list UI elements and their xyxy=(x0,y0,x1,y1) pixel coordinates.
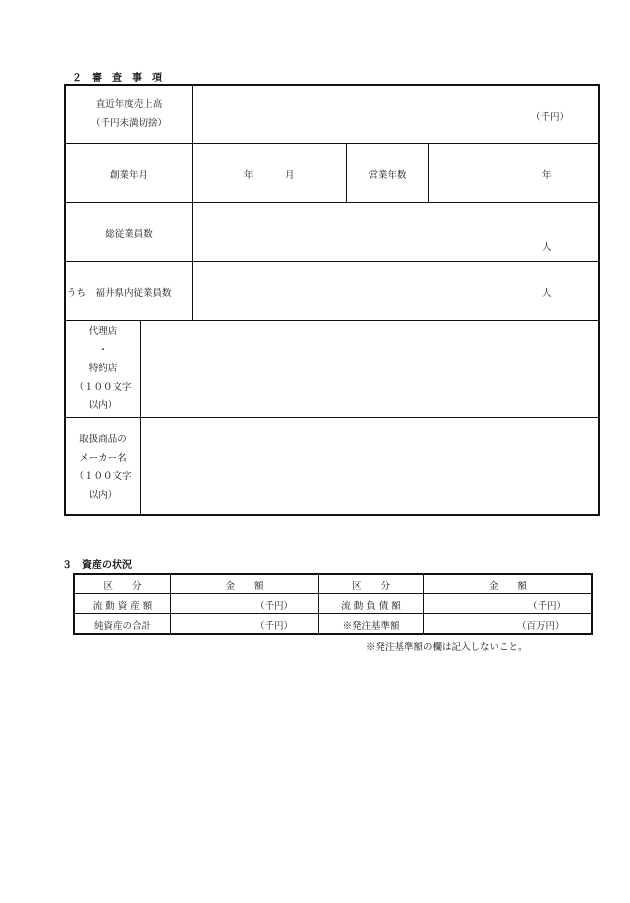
sales-unit: （千円） xyxy=(531,112,570,123)
net-assets-input[interactable] xyxy=(171,615,317,633)
col-category-left: 区 分 xyxy=(103,581,142,592)
sales-label-note: （千円未満切捨） xyxy=(90,118,167,129)
col-amount-left: 金 額 xyxy=(225,581,264,592)
maker-input-cell[interactable] xyxy=(141,419,598,514)
net-assets-unit: （千円） xyxy=(255,621,294,632)
fukui-employees-unit: 人 xyxy=(542,288,552,299)
fukui-employees-input-cell[interactable] xyxy=(193,263,598,319)
current-liabilities-label: 流 動 負 債 額 xyxy=(341,601,401,612)
founded-input-cell[interactable] xyxy=(193,145,345,201)
founded-label: 創業年月 xyxy=(109,170,148,181)
order-standard-unit: （百万円） xyxy=(517,621,565,632)
current-assets-label: 流 動 資 産 額 xyxy=(92,601,153,612)
order-standard-note: ※発注基準額の欄は記入しないこと。 xyxy=(366,642,528,653)
years-input-cell[interactable] xyxy=(429,145,598,201)
section3-heading: ３ 資産の状況 xyxy=(62,560,132,571)
net-assets-label: 純資産の合計 xyxy=(93,621,151,632)
years-unit: 年 xyxy=(542,170,552,181)
employees-label: 総従業員数 xyxy=(105,229,153,240)
years-label: 営業年数 xyxy=(368,170,407,181)
sales-label: 直近年度売上高 xyxy=(95,99,163,110)
founded-year-unit: 年 xyxy=(244,170,254,181)
current-liabilities-unit: （千円） xyxy=(528,601,567,612)
agency-label: 代理店 ・ 特約店 （１００文字 以内） xyxy=(74,326,132,411)
fukui-employees-label: うち 福井県内従業員数 xyxy=(67,288,172,299)
employees-input-cell[interactable] xyxy=(193,204,598,260)
col-category-right: 区 分 xyxy=(351,581,390,592)
founded-month-unit: 月 xyxy=(285,170,295,181)
col-amount-right: 金 額 xyxy=(488,581,527,592)
employees-unit: 人 xyxy=(542,242,552,253)
current-assets-unit: （千円） xyxy=(255,601,294,612)
section2-heading: ２ 審 査 事 項 xyxy=(72,73,162,84)
order-standard-label: ※発注基準額 xyxy=(342,621,400,632)
current-assets-input[interactable] xyxy=(171,595,317,612)
order-standard-input[interactable] xyxy=(424,615,591,633)
agency-input-cell[interactable] xyxy=(141,322,598,416)
maker-label: 取扱商品の メーカー名 （１００文字 以内） xyxy=(74,434,132,501)
